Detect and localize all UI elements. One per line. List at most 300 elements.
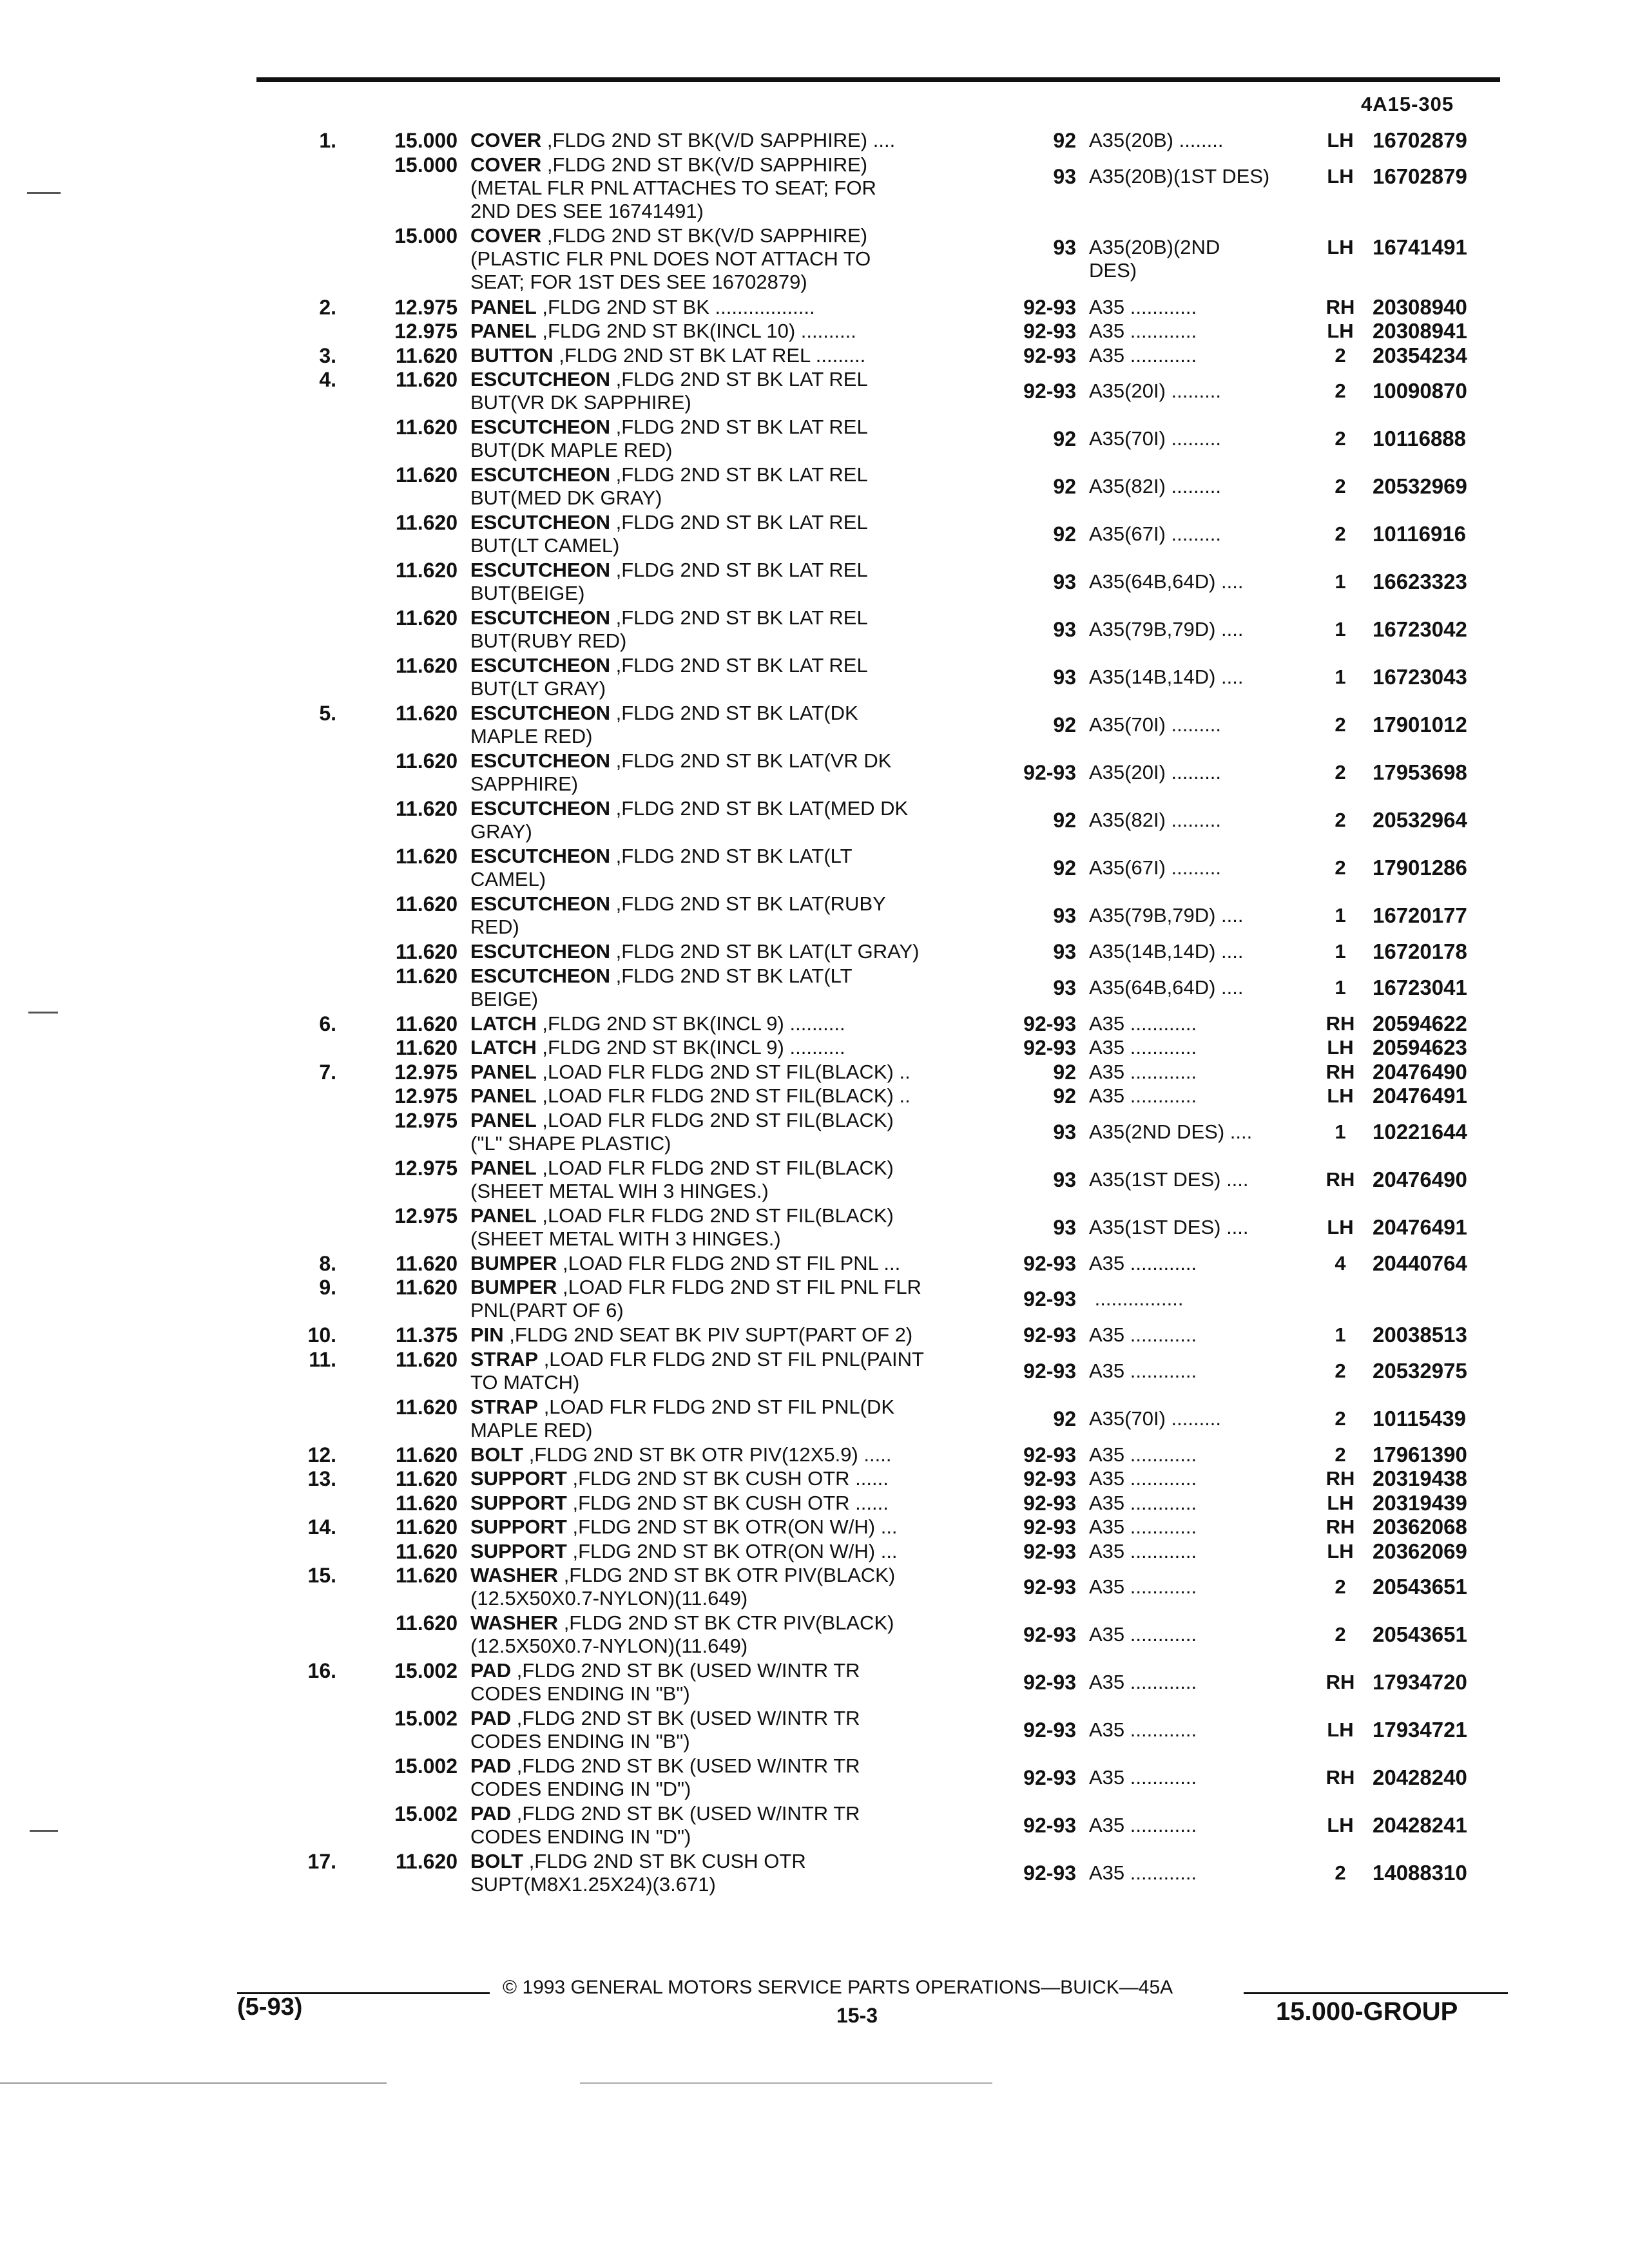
part-name: PANEL [470,1108,537,1131]
application: A35(1ST DES) .... [1089,1168,1249,1191]
group-number: 11.620 [395,606,458,629]
application: A35(70I) ......... [1089,1407,1222,1430]
part-number: 20476491 [1373,1084,1467,1108]
application: A35 ............ [1089,1359,1197,1382]
part-number: 20319439 [1373,1490,1467,1515]
group-number: 11.620 [395,892,458,916]
part-description [470,416,1025,462]
part-name: COVER [470,129,542,151]
part-name: PANEL [470,1084,537,1107]
group-number: 11.620 [395,1036,458,1059]
group-number: 11.620 [395,1443,458,1466]
quantity: 2 [1335,1407,1346,1430]
application: A35 ............ [1089,1718,1197,1741]
group-number: 15.002 [394,1754,458,1778]
part-name: COVER [470,224,542,247]
model-years: 92-93 [1023,1814,1076,1837]
item-number: 9. [319,1276,336,1299]
part-detail: ,FLDG 2ND ST BK CUSH OTR ...... [566,1467,889,1490]
scan-artifact [30,1830,58,1832]
part-detail: ,FLDG 2ND ST BK LAT(LT CAMEL) [470,845,853,890]
model-years: 92-93 [1023,1287,1076,1311]
part-detail: ,FLDG 2ND SEAT BK PIV SUPT(PART OF 2) [503,1323,913,1346]
part-number: 20532969 [1373,474,1467,498]
scan-artifact [580,2082,992,2084]
model-years: 92-93 [1023,1539,1076,1563]
part-detail: ,FLDG 2ND ST BK LAT REL BUT(MED DK GRAY) [470,463,868,509]
part-detail: ,FLDG 2ND ST BK(INCL 9) .......... [536,1012,845,1035]
part-description [470,845,1025,891]
part-number: 16720178 [1373,939,1467,963]
model-years: 92-93 [1023,1491,1076,1515]
quantity: 4 [1335,1251,1346,1274]
item-number: 5. [319,702,336,725]
quantity: LH [1327,1491,1354,1514]
part-name: PAD [470,1754,512,1777]
model-years: 92 [1053,1407,1076,1430]
application: A35(20B)(2ND DES) [1089,236,1220,282]
part-description [470,1659,1025,1706]
model-years: 93 [1053,1120,1076,1144]
item-number: 12. [307,1443,336,1466]
quantity: RH [1325,295,1355,318]
group-number: 15.000 [394,129,458,152]
quantity: RH [1325,1671,1355,1693]
quantity: 1 [1335,904,1346,927]
quantity: LH [1327,320,1354,342]
model-years: 92-93 [1023,1623,1076,1646]
model-years: 93 [1053,904,1076,927]
part-detail: ,FLDG 2ND ST BK LAT REL BUT(LT GRAY) [470,654,868,700]
part-number: 20594623 [1373,1035,1467,1059]
part-name: ESCUTCHEON [470,606,611,629]
application: A35 ............ [1089,1575,1197,1598]
model-years: 92 [1053,475,1076,498]
part-detail: ,LOAD FLR FLDG 2ND ST FIL PNL(DK MAPLE RED) [470,1395,895,1441]
model-years: 92 [1053,523,1076,546]
application: A35(67I) ......... [1089,856,1222,879]
part-name: ESCUTCHEON [470,463,611,486]
model-years: 92 [1053,1060,1076,1084]
part-number: 16702879 [1373,164,1467,188]
part-detail: ,FLDG 2ND ST BK(INCL 10) .......... [536,320,856,342]
part-description [470,344,1025,367]
part-number: 17934720 [1373,1670,1467,1694]
item-number: 11. [309,1347,336,1371]
part-description [470,965,1025,1011]
part-detail: ,FLDG 2ND ST BK OTR PIV(BLACK) (12.5X50X0.7-NYLON)(11.649) [470,1564,896,1610]
model-years: 93 [1053,940,1076,963]
part-description [470,702,1025,748]
model-years: 93 [1053,570,1076,593]
part-detail: ,FLDG 2ND ST BK OTR(ON W/H) ... [566,1515,898,1538]
application: A35(82I) ......... [1089,809,1222,831]
quantity: LH [1327,1036,1354,1059]
top-rule [256,77,1500,82]
group-number: 12.975 [394,1156,458,1180]
application: A35(67I) ......... [1089,523,1222,545]
group-number: 15.002 [394,1707,458,1730]
part-name: LATCH [470,1036,537,1059]
part-description [470,1443,1025,1466]
part-detail: ,FLDG 2ND ST BK(V/D SAPPHIRE) (METAL FLR PNL ATTACHES TO SEAT; FOR 2ND DES SEE 16741491) [470,153,876,222]
part-number: 20354234 [1373,343,1467,367]
part-name: ESCUTCHEON [470,511,611,533]
group-number: 11.620 [395,1850,458,1873]
quantity: RH [1325,1467,1355,1490]
application: A35 ............ [1089,1036,1197,1059]
part-detail: ,FLDG 2ND ST BK (USED W/INTR TR CODES ENDING IN "B") [470,1707,860,1753]
part-number: 20532964 [1373,808,1467,832]
item-number: 13. [307,1467,336,1490]
part-detail: ,FLDG 2ND ST BK (USED W/INTR TR CODES ENDING IN "B") [470,1659,860,1705]
application: A35 ............ [1089,1766,1197,1789]
item-number: 10. [307,1323,336,1347]
item-number: 3. [319,343,336,367]
part-description [470,1204,1025,1251]
part-description [470,749,1025,796]
part-name: PAD [470,1659,512,1682]
part-number: 16723043 [1373,665,1467,689]
part-description [470,1564,1025,1610]
quantity: 2 [1335,761,1346,783]
quantity: 1 [1335,975,1346,999]
part-detail: ,FLDG 2ND ST BK(V/D SAPPHIRE) .... [541,129,896,151]
model-years: 93 [1053,1168,1076,1191]
part-detail: ,LOAD FLR FLDG 2ND ST FIL(BLACK) .. [536,1084,911,1107]
part-description [470,129,1025,152]
model-years: 92 [1053,856,1076,879]
group-number: 12.975 [394,1084,458,1108]
quantity: 2 [1335,1443,1346,1466]
application: A35(14B,14D) .... [1089,666,1244,688]
part-description [470,940,1025,963]
part-description [470,368,1025,414]
part-description [470,1109,1025,1155]
part-detail: ,LOAD FLR FLDG 2ND ST FIL(BLACK) ("L" SHAPE PLASTIC) [470,1108,894,1155]
group-number: 11.620 [395,797,458,820]
application: A35 ............ [1089,1012,1197,1035]
part-description [470,797,1025,843]
part-detail: ,FLDG 2ND ST BK LAT(LT GRAY) [610,940,920,963]
application: A35 ............ [1089,1491,1197,1514]
part-name: BOLT [470,1443,524,1466]
application: A35 ............ [1089,1623,1197,1646]
item-number: 16. [307,1659,336,1682]
part-number: 16741491 [1373,235,1467,259]
part-name: STRAP [470,1347,539,1370]
model-years: 92-93 [1023,761,1076,784]
part-number: 10115439 [1373,1406,1467,1430]
quantity: LH [1327,1718,1354,1741]
part-detail: ,FLDG 2ND ST BK(V/D SAPPHIRE) (PLASTIC FLR PNL DOES NOT ATTACH TO SEAT; FOR 1ST DES SEE 16702879) [470,224,871,293]
model-years: 92-93 [1023,1515,1076,1539]
part-description [470,1396,1025,1442]
part-name: ESCUTCHEON [470,845,611,867]
part-name: ESCUTCHEON [470,416,611,438]
part-number: 20532975 [1373,1358,1467,1383]
application: A35(64B,64D) .... [1089,975,1244,999]
part-number: 20308940 [1373,294,1467,319]
quantity: 2 [1335,809,1346,831]
part-number: 17901012 [1373,713,1467,736]
item-number: 17. [307,1850,336,1873]
part-detail: ,LOAD FLR FLDG 2ND ST FIL(BLACK) (SHEET METAL WITH 3 HINGES.) [470,1204,894,1250]
group-number: 11.620 [395,1611,458,1635]
model-years: 92-93 [1023,1443,1076,1466]
group-number: 11.620 [395,654,458,677]
part-number: 20543651 [1373,1575,1467,1599]
part-detail: ,FLDG 2ND ST BK LAT REL BUT(VR DK SAPPHIRE) [470,368,868,414]
part-number: 10221644 [1373,1119,1467,1144]
part-number: 10116888 [1373,427,1467,450]
model-years: 92-93 [1023,380,1076,403]
group-number: 15.000 [394,224,458,247]
part-detail: ,FLDG 2ND ST BK LAT REL BUT(BEIGE) [470,559,868,604]
part-description [470,1252,1025,1275]
group-number: 11.620 [395,1251,458,1275]
application: A35(20B) ........ [1089,129,1224,151]
application: A35 ............ [1089,1443,1197,1466]
part-name: BUTTON [470,343,554,367]
part-number: 20362069 [1373,1539,1467,1563]
group-number: 11.620 [395,1491,458,1515]
part-description [470,1707,1025,1753]
part-description [470,1802,1025,1849]
part-description [470,153,1025,223]
model-years: 92-93 [1023,295,1076,319]
part-name: SUPPORT [470,1515,567,1538]
quantity: RH [1325,1012,1355,1035]
application: A35 ............ [1089,1084,1197,1107]
quantity: LH [1327,1814,1354,1836]
application: A35 ............ [1089,320,1197,342]
part-number: 16623323 [1373,570,1467,593]
scan-artifact [28,1012,58,1014]
quantity: 1 [1335,618,1346,640]
quantity: LH [1327,236,1354,258]
quantity: 2 [1335,856,1346,879]
part-number: 16702879 [1373,128,1467,152]
part-detail: ,FLDG 2ND ST BK LAT(DK MAPLE RED) [470,702,858,747]
part-name: ESCUTCHEON [470,940,611,963]
group-number: 11.620 [395,964,458,988]
group-number: 12.975 [394,320,458,343]
quantity: RH [1325,1060,1355,1083]
part-detail: ,LOAD FLR FLDG 2ND ST FIL PNL(PAINT TO MATCH) [470,1347,924,1394]
part-name: SUPPORT [470,1491,567,1514]
part-description [470,320,1025,343]
part-number: 17934721 [1373,1718,1467,1742]
quantity: 2 [1335,475,1346,497]
part-name: STRAP [470,1395,539,1418]
model-years: 92-93 [1023,1766,1076,1789]
group-number: 12.975 [394,1204,458,1227]
part-description [470,654,1025,700]
part-name: ESCUTCHEON [470,797,611,820]
quantity: 1 [1335,666,1346,688]
part-detail: ,FLDG 2ND ST BK LAT REL BUT(LT CAMEL) [470,511,868,557]
group-number: 11.620 [395,559,458,582]
model-years: 92-93 [1023,1359,1076,1383]
application: A35 ............ [1089,1861,1197,1884]
part-name: WASHER [470,1611,559,1634]
model-years: 92-93 [1023,320,1076,343]
item-number: 15. [307,1564,336,1587]
part-description [470,1754,1025,1801]
part-detail: ,FLDG 2ND ST BK CUSH OTR SUPT(M8X1.25X24)(3.671) [470,1850,806,1896]
part-name: PANEL [470,1156,537,1179]
model-years: 92-93 [1023,1718,1076,1742]
part-name: ESCUTCHEON [470,964,611,987]
part-detail: ,LOAD FLR FLDG 2ND ST FIL PNL FLR PNL(PART OF 6) [470,1276,921,1321]
model-years: 92-93 [1023,1012,1076,1035]
part-number: 16723041 [1373,975,1467,999]
item-number: 8. [319,1251,336,1275]
scan-artifact [27,192,61,194]
part-name: BUMPER [470,1251,557,1274]
part-detail: ,FLDG 2ND ST BK LAT(VR DK SAPPHIRE) [470,749,892,795]
part-description [470,296,1025,319]
footer-group-label: 15.000-GROUP [1276,1997,1458,2026]
application: A35 ............ [1089,1251,1197,1274]
part-name: PANEL [470,1204,537,1227]
part-name: PANEL [470,320,537,342]
group-number: 11.620 [395,1467,458,1490]
group-number: 11.620 [395,343,458,367]
part-name: ESCUTCHEON [470,559,611,581]
part-detail: ,FLDG 2ND ST BK CUSH OTR ...... [566,1491,889,1514]
quantity: 2 [1335,380,1346,402]
part-number: 17901286 [1373,856,1467,879]
group-number: 11.620 [395,940,458,963]
group-number: 11.620 [395,749,458,773]
part-name: BOLT [470,1850,524,1872]
part-description [470,1515,1025,1539]
application: ................ [1089,1287,1184,1310]
part-name: PIN [470,1323,504,1346]
part-number: 20428240 [1373,1765,1467,1789]
part-number: 20319438 [1373,1466,1467,1490]
part-name: ESCUTCHEON [470,654,611,677]
part-detail: ,LOAD FLR FLDG 2ND ST FIL PNL ... [557,1251,901,1274]
model-years: 92 [1053,129,1076,152]
application: A35(70I) ......... [1089,713,1222,736]
part-number: 20362068 [1373,1515,1467,1539]
model-years: 93 [1053,236,1076,259]
part-description [470,1611,1025,1658]
part-description [470,1467,1025,1490]
part-number: 14088310 [1373,1861,1467,1885]
part-description [470,1492,1025,1515]
part-detail: ,FLDG 2ND ST BK (USED W/INTR TR CODES ENDING IN "D") [470,1802,860,1848]
quantity: 2 [1335,427,1346,450]
group-number: 11.620 [395,1012,458,1035]
quantity: LH [1327,129,1354,151]
part-description [470,892,1025,939]
part-description [470,1323,1025,1347]
quantity: 2 [1335,1575,1346,1598]
application: A35 ............ [1089,1515,1197,1538]
part-detail: ,FLDG 2ND ST BK .................. [536,295,815,318]
model-years: 93 [1053,618,1076,641]
part-name: SUPPORT [470,1539,567,1562]
application: A35(82I) ......... [1089,475,1222,497]
model-years: 93 [1053,164,1076,188]
part-name: ESCUTCHEON [470,368,611,390]
part-description [470,1540,1025,1563]
quantity: 2 [1335,343,1346,367]
quantity: 2 [1335,713,1346,736]
quantity: 2 [1335,1359,1346,1382]
part-description [470,1012,1025,1035]
part-detail: ,FLDG 2ND ST BK LAT REL BUT(RUBY RED) [470,606,868,652]
part-name: ESCUTCHEON [470,749,611,772]
application: A35 ............ [1089,1671,1197,1693]
application: A35 ............ [1089,1467,1197,1490]
quantity: RH [1325,1168,1355,1191]
application: A35(20I) ......... [1089,761,1222,783]
group-number: 11.375 [395,1323,458,1347]
application: A35(70I) ......... [1089,427,1222,450]
scan-artifact [0,2082,387,2084]
group-number: 11.620 [395,1276,458,1299]
part-name: PAD [470,1707,512,1729]
application: A35(20B)(1ST DES) [1089,164,1270,187]
part-number: 20428241 [1373,1813,1467,1837]
footer-date: (5-93) [237,1994,303,2021]
quantity: LH [1327,1215,1354,1238]
part-detail: ,FLDG 2ND ST BK OTR PIV(12X5.9) ..... [523,1443,892,1466]
group-number: 15.002 [394,1802,458,1825]
part-description [470,559,1025,605]
part-description [470,511,1025,557]
part-number: 10090870 [1373,379,1467,403]
part-name: PANEL [470,295,537,318]
part-number: 20038513 [1373,1323,1467,1347]
part-detail: ,FLDG 2ND ST BK LAT REL ......... [553,343,866,367]
quantity: 2 [1335,523,1346,545]
part-name: ESCUTCHEON [470,892,611,915]
application: A35 ............ [1089,295,1197,318]
quantity: RH [1325,1766,1355,1789]
group-number: 11.620 [395,511,458,534]
part-description [470,463,1025,510]
application: A35 ............ [1089,1814,1197,1836]
model-years: 92 [1053,713,1076,736]
model-years: 92-93 [1023,1036,1076,1059]
group-number: 11.620 [395,1515,458,1539]
part-detail: ,LOAD FLR FLDG 2ND ST FIL(BLACK) (SHEET METAL WIH 3 HINGES.) [470,1156,894,1202]
part-detail: ,FLDG 2ND ST BK (USED W/INTR TR CODES ENDING IN "D") [470,1754,860,1800]
part-detail: ,FLDG 2ND ST BK LAT(RUBY RED) [470,892,886,938]
part-name: ESCUTCHEON [470,702,611,724]
model-years: 92-93 [1023,1467,1076,1490]
application: A35 ............ [1089,1539,1197,1562]
quantity: 1 [1335,1323,1346,1346]
part-name: LATCH [470,1012,537,1035]
part-description [470,224,1025,294]
quantity: 1 [1335,570,1346,593]
application: A35(1ST DES) .... [1089,1215,1249,1238]
model-years: 92-93 [1023,1671,1076,1694]
footer-copyright: © 1993 GENERAL MOTORS SERVICE PARTS OPERATIONS—BUICK—45A [503,1977,1173,1998]
item-number: 4. [319,368,336,391]
part-name: PAD [470,1802,512,1825]
part-detail: ,FLDG 2ND ST BK LAT(LT BEIGE) [470,964,853,1010]
part-description [470,1276,1025,1322]
model-years: 92-93 [1023,1575,1076,1599]
